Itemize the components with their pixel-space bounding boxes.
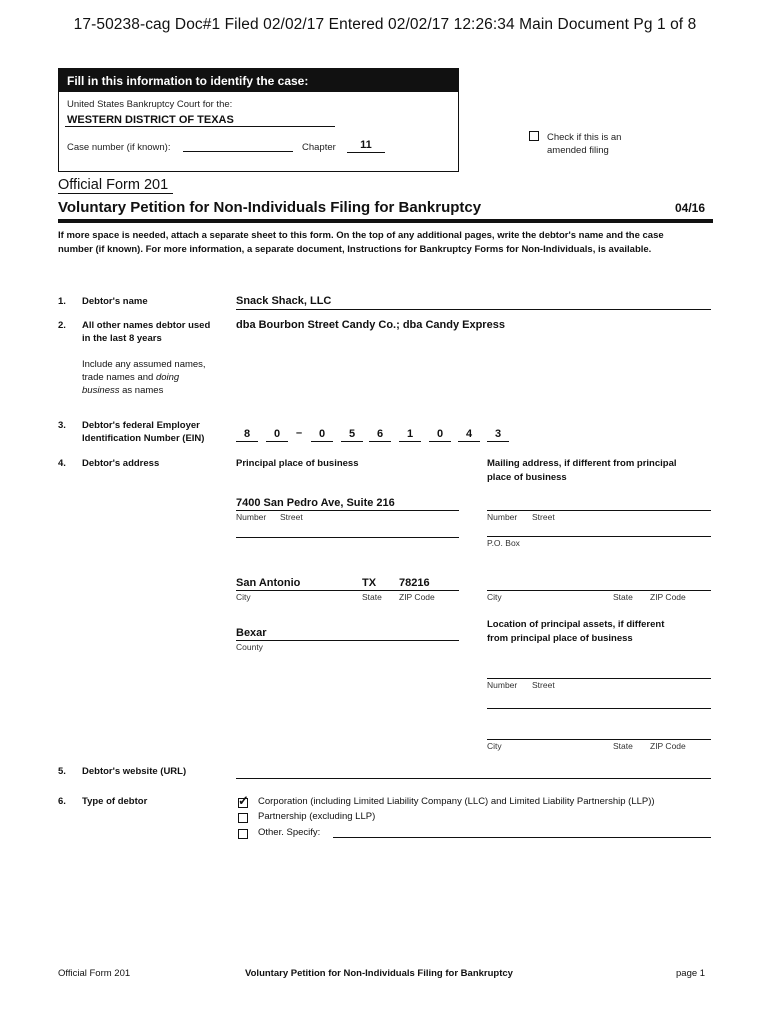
district-line (65, 126, 335, 127)
mailing-street-label: Street (532, 512, 555, 522)
ein-digit-4[interactable]: 5 (341, 428, 363, 442)
q1-number: 1. (58, 296, 66, 307)
docket-header: 17-50238-cag Doc#1 Filed 02/02/17 Entered 02/02/17 12:26:34 Main Document Pg 1 of 8 (73, 16, 697, 33)
mailing-pobox-line[interactable] (487, 536, 711, 537)
mailing-state-label: State (613, 592, 633, 602)
mailing-zip-label: ZIP Code (650, 592, 686, 602)
case-info-heading: Fill in this information to identify the case: (59, 69, 458, 92)
ein-digit-9[interactable]: 3 (487, 428, 509, 442)
district-value: WESTERN DISTRICT OF TEXAS (67, 114, 234, 126)
ein-digit-2[interactable]: 0 (266, 428, 288, 442)
q2-label-2: in the last 8 years (82, 333, 162, 344)
assets-city-line[interactable] (487, 739, 711, 740)
q2-label-1: All other names debtor used (82, 320, 211, 331)
assets-city-label: City (487, 741, 502, 751)
principal-state-value[interactable]: TX (362, 577, 377, 589)
principal-street-line (236, 510, 459, 511)
q4-number: 4. (58, 458, 66, 469)
footer-page: page 1 (676, 968, 706, 979)
ein-digit-5[interactable]: 6 (369, 428, 391, 442)
principal-number-label: Number (236, 512, 267, 522)
other-specify-field[interactable] (333, 837, 711, 838)
q3-label-1: Debtor's federal Employer (82, 420, 200, 431)
other-option-label: Other. Specify: (258, 827, 321, 838)
q3-label-2: Identification Number (EIN) (82, 433, 205, 444)
assets-street-label: Street (532, 680, 555, 690)
intro-text: If more space is needed, attach a separate sheet to this form. On the top of any additional pages, write the debtor's name and the case number (if known). For more information, a separate document, Instructions for Bankruptcy Forms for Non-Individuals, is available. (58, 230, 664, 255)
q1-label: Debtor's name (82, 296, 148, 307)
mailing-city-label: City (487, 592, 502, 602)
principal-street-value[interactable]: 7400 San Pedro Ave, Suite 216 (236, 497, 395, 509)
partnership-checkbox[interactable] (238, 813, 248, 823)
principal-zip-label: ZIP Code (399, 592, 435, 602)
website-field[interactable] (236, 764, 711, 779)
other-names-value[interactable]: dba Bourbon Street Candy Co.; dba Candy Express (236, 319, 505, 331)
mailing-number-label: Number (487, 512, 518, 522)
po-box-label: P.O. Box (487, 538, 520, 548)
q6-label: Type of debtor (82, 796, 148, 807)
amended-checkbox[interactable] (529, 131, 539, 141)
check-mark-icon: ✓ (238, 793, 249, 808)
mailing-heading-2: place of business (487, 472, 567, 483)
mailing-heading-1: Mailing address, if different from principal (487, 458, 677, 469)
corporation-checkbox[interactable] (238, 793, 249, 808)
corporation-option-label: Corporation (including Limited Liability Company (LLC) and Limited Liability Partnership (LLP)) (258, 796, 655, 807)
form-title: Voluntary Petition for Non-Individuals Filing for Bankruptcy (58, 199, 482, 216)
form-id: Official Form 201 (58, 177, 169, 193)
q5-label: Debtor's website (URL) (82, 766, 187, 777)
amended-label-2: amended filing (547, 145, 609, 156)
county-label: County (236, 642, 263, 652)
assets-number-label: Number (487, 680, 518, 690)
assets-heading-2: from principal place of business (487, 633, 633, 644)
q6-number: 6. (58, 796, 66, 807)
principal-street-label: Street (280, 512, 303, 522)
partnership-option-label: Partnership (excluding LLP) (258, 811, 376, 822)
mailing-city-line[interactable] (487, 590, 711, 591)
q2-number: 2. (58, 320, 66, 331)
assets-heading-1: Location of principal assets, if different (487, 619, 665, 630)
chapter-value[interactable]: 11 (347, 139, 385, 153)
principal-heading: Principal place of business (236, 458, 359, 469)
debtor-name-line (236, 309, 711, 310)
court-label: United States Bankruptcy Court for the: (67, 99, 233, 110)
principal-zip-value[interactable]: 78216 (399, 577, 430, 589)
ein-digit-6[interactable]: 1 (399, 428, 421, 442)
q2-note-1: Include any assumed names, (82, 359, 206, 370)
chapter-label: Chapter (302, 142, 336, 153)
principal-city-line (236, 590, 459, 591)
form-id-underline (58, 193, 173, 194)
ein-digit-8[interactable]: 4 (458, 428, 480, 442)
assets-state-label: State (613, 741, 633, 751)
assets-zip-label: ZIP Code (650, 741, 686, 751)
principal-state-label: State (362, 592, 382, 602)
ein-digit-3[interactable]: 0 (311, 428, 333, 442)
form-revision: 04/16 (675, 201, 706, 215)
q3-number: 3. (58, 420, 66, 431)
county-line (236, 640, 459, 641)
assets-street-line-2[interactable] (487, 708, 711, 709)
case-info-box (58, 68, 459, 172)
amended-label-1: Check if this is an (547, 132, 622, 143)
q2-note-2: trade names and doing (82, 372, 180, 383)
assets-street-line[interactable] (487, 678, 711, 679)
case-number-field[interactable] (183, 139, 293, 152)
principal-city-label: City (236, 592, 251, 602)
mailing-street-line[interactable] (487, 510, 711, 511)
ein-dash: – (296, 427, 303, 439)
debtor-name-value[interactable]: Snack Shack, LLC (236, 295, 332, 307)
principal-street-line-2 (236, 537, 459, 538)
ein-digit-7[interactable]: 0 (429, 428, 451, 442)
principal-city-value[interactable]: San Antonio (236, 577, 301, 589)
other-checkbox[interactable] (238, 829, 248, 839)
q4-label: Debtor's address (82, 458, 160, 469)
footer-form-id: Official Form 201 (58, 968, 131, 979)
title-rule (58, 219, 713, 223)
footer-title: Voluntary Petition for Non-Individuals Filing for Bankruptcy (245, 968, 513, 979)
q5-number: 5. (58, 766, 66, 777)
ein-digit-1[interactable]: 8 (236, 428, 258, 442)
county-value[interactable]: Bexar (236, 627, 267, 639)
q2-note-3: business as names (82, 385, 164, 396)
case-number-label: Case number (if known): (67, 142, 171, 153)
